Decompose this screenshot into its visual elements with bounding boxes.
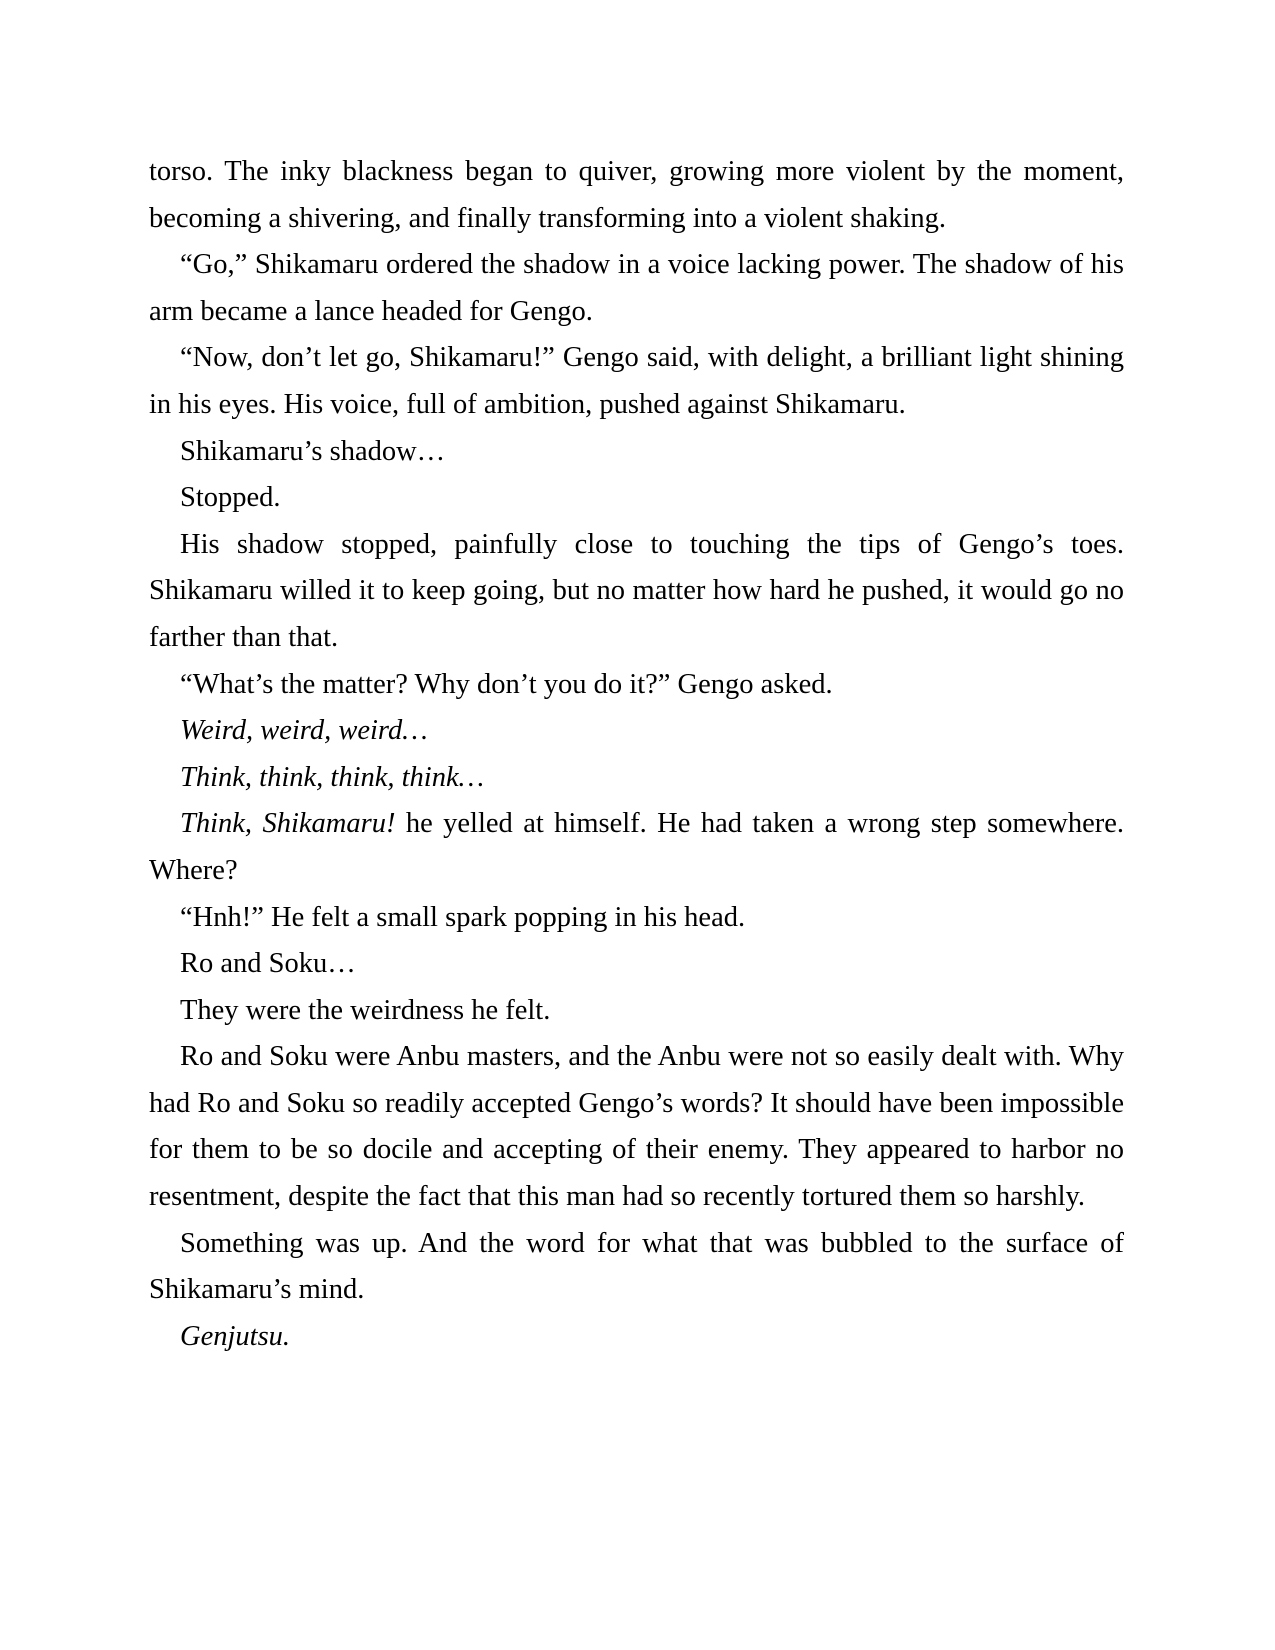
paragraph (149, 335, 1124, 428)
paragraph-text: “Go,” Shikamaru ordered the shadow in a voice lacking power. The shadow of his arm became a lance headed for Gengo. (149, 249, 1124, 327)
paragraph (149, 895, 1124, 942)
paragraph-text: Something was up. And the word for what that was bubbled to the surface of Shikamaru’s mind. (149, 1227, 1124, 1306)
paragraph (149, 475, 1124, 522)
italic-thought: Weird, weird, weird… (180, 715, 428, 747)
paragraph (149, 755, 1124, 802)
paragraph-text: Stopped. (180, 482, 281, 514)
paragraph-text: “What’s the matter? Why don’t you do it?” Gengo asked. (180, 668, 833, 700)
paragraph (149, 1221, 1124, 1314)
paragraph-text: They were the weirdness he felt. (180, 994, 551, 1026)
paragraph-text: Ro and Soku… (180, 948, 356, 980)
paragraph (149, 662, 1124, 709)
paragraph-text: Ro and Soku were Anbu masters, and the Anbu were not so easily dealt with. Why had Ro and Soku so readily accepted Gengo’s words? It should have been impossible for them to be so docile and accepting of their enemy. They appeared to harbor no resentment, despite the fact that this man had so recently tortured them so harshly. (149, 1041, 1124, 1213)
paragraph (149, 522, 1124, 662)
book-page-text (149, 149, 1124, 1360)
paragraph (149, 429, 1124, 476)
paragraph (149, 1314, 1124, 1361)
paragraph (149, 941, 1124, 988)
paragraph-text: torso. The inky blackness began to quiver, growing more violent by the moment, becoming a shivering, and finally transforming into a violent shaking. (149, 156, 1124, 234)
paragraph (149, 242, 1124, 335)
paragraph (149, 1034, 1124, 1220)
paragraph-text: Shikamaru’s shadow… (180, 435, 446, 467)
italic-thought: Think, Shikamaru! (180, 808, 396, 840)
paragraph-text: “Now, don’t let go, Shikamaru!” Gengo said, with delight, a brilliant light shining in his eyes. His voice, full of ambition, pushed against Shikamaru. (149, 342, 1124, 420)
paragraph (149, 801, 1124, 894)
paragraph-text: he yelled at himself. He had taken a wrong step somewhere. Where? (149, 808, 1124, 886)
italic-thought: Genjutsu. (180, 1320, 291, 1352)
paragraph (149, 149, 1124, 242)
italic-thought: Think, think, think, think… (180, 761, 484, 793)
paragraph-text: “Hnh!” He felt a small spark popping in his head. (180, 901, 746, 933)
paragraph (149, 708, 1124, 755)
paragraph (149, 988, 1124, 1035)
paragraph-text: His shadow stopped, painfully close to touching the tips of Gengo’s toes. Shikamaru willed it to keep going, but no matter how hard he pushed, it would go no farther than that. (149, 528, 1124, 653)
